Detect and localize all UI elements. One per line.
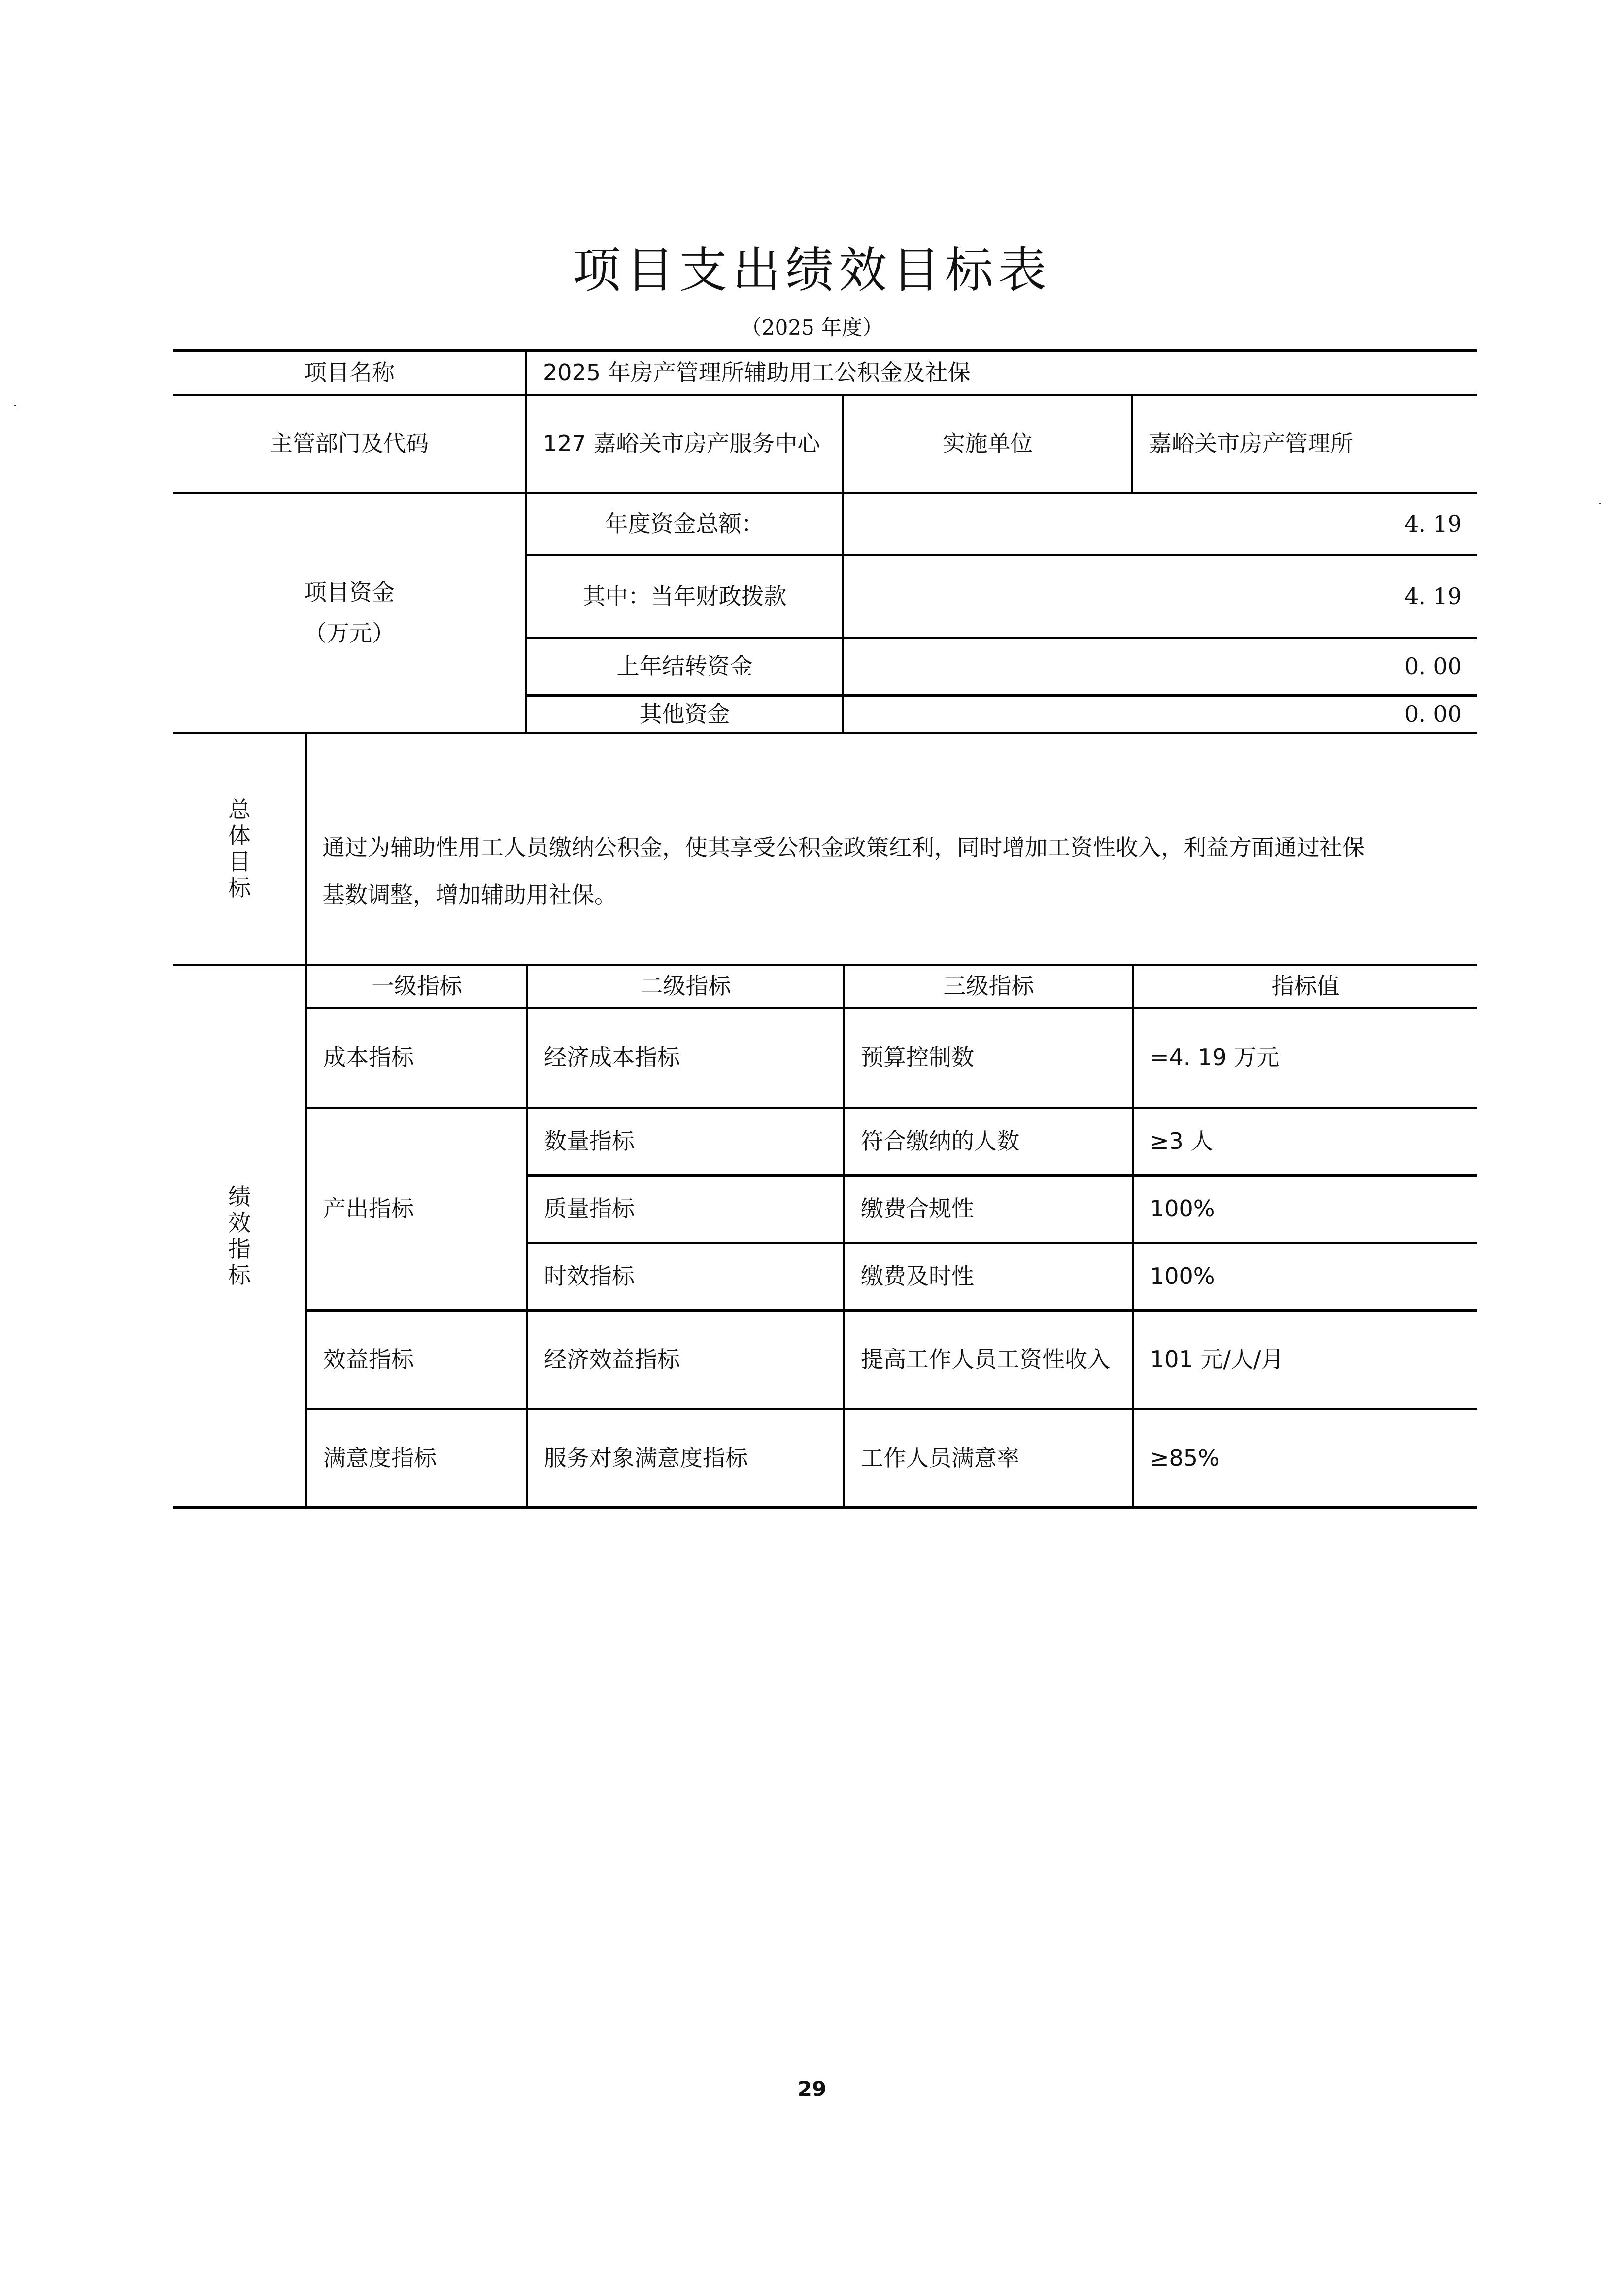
project-funds-label [173, 494, 525, 732]
indicator-level2: 服务对象满意度指标 [544, 1444, 748, 1471]
fiscal-appropriation-value: 4. 19 [1404, 582, 1462, 609]
performance-indicators-label-char: 标 [228, 1261, 251, 1288]
department-label: 主管部门及代码 [270, 430, 429, 457]
implementing-unit-label: 实施单位 [942, 430, 1033, 457]
indicator-level2: 经济成本指标 [544, 1044, 680, 1071]
page-title: 项目支出绩效目标表 [572, 242, 1051, 299]
indicator-level2: 时效指标 [544, 1263, 635, 1290]
project-funds-unit: （万元） [304, 620, 395, 646]
overall-goal-label-char: 目 [228, 848, 251, 875]
implementing-unit-value: 嘉峪关市房产管理所 [1149, 430, 1353, 457]
performance-indicators-label-char: 绩 [228, 1183, 251, 1211]
indicator-value: ≥85% [1150, 1444, 1219, 1471]
indicator-level3: 工作人员满意率 [861, 1444, 1019, 1471]
indicator-level2: 质量指标 [544, 1195, 635, 1222]
indicator-level3: 预算控制数 [861, 1044, 974, 1071]
indicator-value: ≥3 人 [1150, 1128, 1214, 1155]
header-value: 指标值 [1271, 973, 1340, 1000]
indicator-value: 100% [1150, 1263, 1215, 1290]
page-number: 29 [797, 2077, 827, 2101]
other-funds-label: 其他资金 [639, 700, 730, 727]
group-benefit-indicators: 效益指标 [323, 1346, 414, 1373]
indicator-level2: 经济效益指标 [544, 1346, 680, 1373]
performance-indicators-label-char: 指 [228, 1236, 251, 1262]
row-divider [173, 732, 1477, 734]
indicator-level2: 数量指标 [544, 1128, 635, 1155]
header-level2: 二级指标 [640, 973, 731, 1000]
carryover-funds-value: 0. 00 [1404, 653, 1462, 680]
page-subtitle-year: （2025 年度） [741, 315, 883, 339]
fiscal-appropriation-label: 其中：当年财政拨款 [582, 582, 787, 609]
indicator-value: 100% [1150, 1195, 1215, 1222]
group-output-indicators: 产出指标 [323, 1195, 414, 1222]
carryover-funds-label: 上年结转资金 [616, 653, 753, 680]
performance-indicators-label-char: 效 [228, 1210, 251, 1237]
overall-goal-label-char: 体 [228, 822, 251, 849]
annual-total-label: 年度资金总额： [605, 510, 764, 537]
indicator-level3: 提高工作人员工资性收入 [861, 1346, 1110, 1373]
project-name-label: 项目名称 [304, 359, 395, 386]
project-funds-label-line1: 项目资金 [304, 579, 395, 606]
indicator-level3: 缴费及时性 [861, 1263, 974, 1290]
scan-speck [14, 405, 16, 406]
performance-indicators-label [173, 966, 305, 1506]
group-satisfaction-indicators: 满意度指标 [323, 1444, 437, 1471]
indicator-level3: 缴费合规性 [861, 1195, 974, 1222]
overall-goal-label [173, 734, 305, 964]
overall-goal-text-line1: 通过为辅助性用工人员缴纳公积金，使其享受公积金政策红利，同时增加工资性收入，利益方面通过社保 [322, 834, 1365, 861]
other-funds-value: 0. 00 [1404, 700, 1462, 727]
annual-total-value: 4. 19 [1404, 510, 1462, 537]
header-level1: 一级指标 [372, 973, 462, 1000]
group-cost-indicators: 成本指标 [323, 1044, 414, 1071]
overall-goal-label-char: 总 [228, 796, 251, 823]
overall-goal-label-char: 标 [228, 874, 251, 901]
scan-speck [1599, 503, 1601, 504]
overall-goal-text-line2: 基数调整，增加辅助用社保。 [322, 881, 617, 908]
indicator-value: =4. 19 万元 [1150, 1044, 1280, 1071]
header-level3: 三级指标 [943, 973, 1034, 1000]
department-value: 127 嘉峪关市房产服务中心 [543, 430, 820, 457]
table-bottom-border [173, 1506, 1477, 1509]
indicator-value: 101 元/人/月 [1150, 1346, 1284, 1373]
indicator-level3: 符合缴纳的人数 [861, 1128, 1019, 1155]
project-name-value: 2025 年房产管理所辅助用工公积金及社保 [543, 359, 971, 386]
